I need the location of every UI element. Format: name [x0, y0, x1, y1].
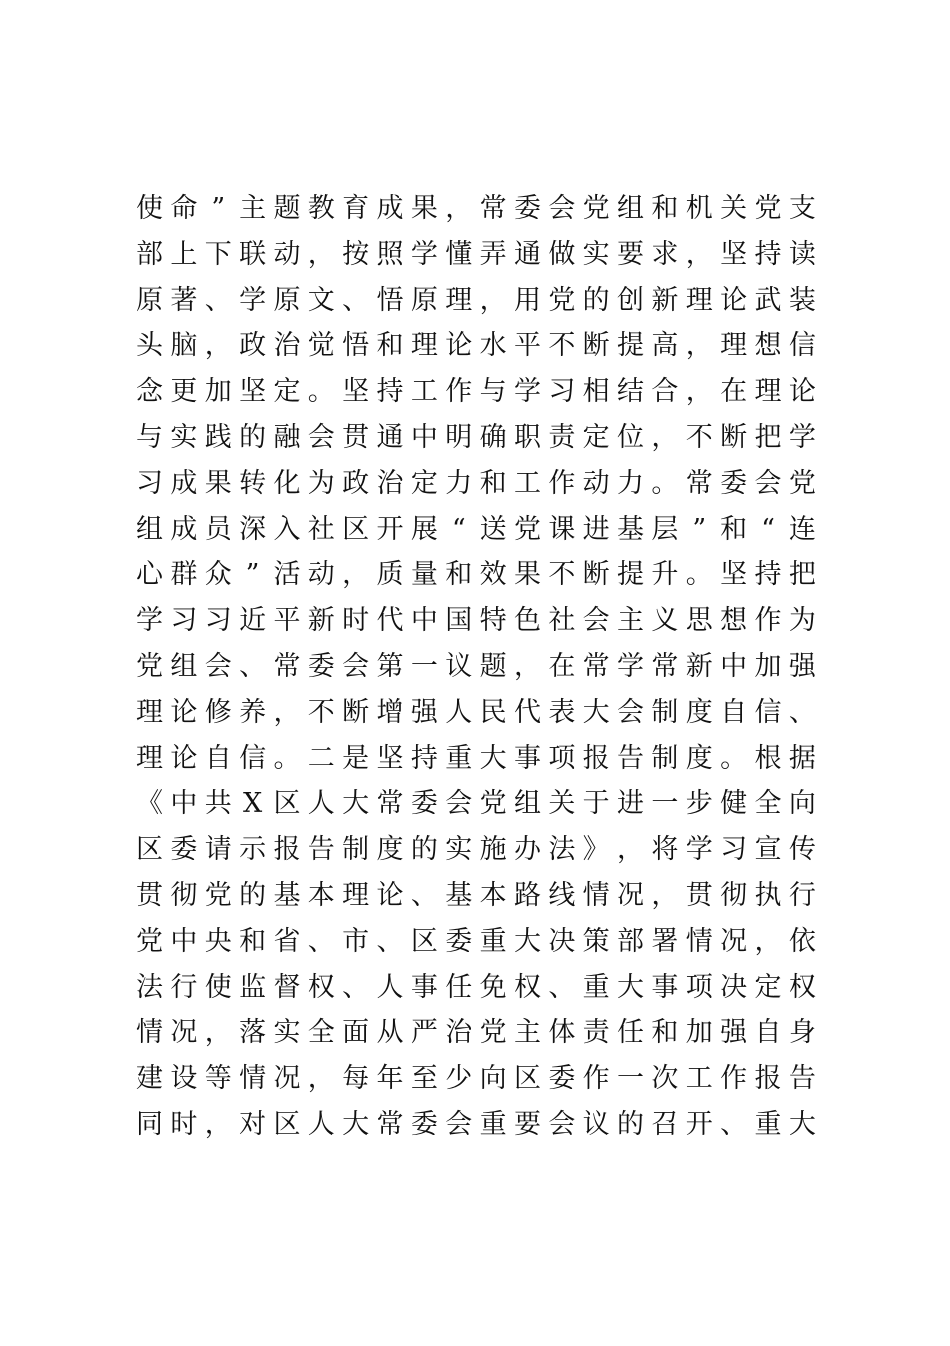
- text-line: 头 脑 ， 政 治 觉 悟 和 理 论 水 平 不 断 提 高 ， 理 想 信: [136, 330, 816, 362]
- text-line: 学 习 习 近 平 新 时 代 中 国 特 色 社 会 主 义 思 想 作 为: [136, 605, 816, 637]
- text-line: 习 成 果 转 化 为 政 治 定 力 和 工 作 动 力 。 常 委 会 党: [136, 467, 816, 499]
- text-line: 心 群 众 ” 活 动 ， 质 量 和 效 果 不 断 提 升 。 坚 持 把: [136, 559, 816, 591]
- text-line: 部 上 下 联 动 ， 按 照 学 懂 弄 通 做 实 要 求 ， 坚 持 读: [136, 238, 816, 270]
- text-line: 原 著 、 学 原 文 、 悟 原 理 ， 用 党 的 创 新 理 论 武 装: [136, 284, 816, 316]
- text-line: 理 论 修 养 ， 不 断 增 强 人 民 代 表 大 会 制 度 自 信 、: [136, 696, 816, 728]
- text-line: 贯 彻 党 的 基 本 理 论 、 基 本 路 线 情 况 ， 贯 彻 执 行: [136, 879, 816, 911]
- body-text: [136, 186, 816, 1148]
- text-line: 情 况 ， 落 实 全 面 从 严 治 党 主 体 责 任 和 加 强 自 身: [136, 1017, 816, 1049]
- text-line: 念 更 加 坚 定 。 坚 持 工 作 与 学 习 相 结 合 ， 在 理 论: [136, 376, 816, 408]
- text-line: 区 委 请 示 报 告 制 度 的 实 施 办 法 》 ， 将 学 习 宣 传: [136, 834, 816, 866]
- text-line: 法 行 使 监 督 权 、 人 事 任 免 权 、 重 大 事 项 决 定 权: [136, 971, 816, 1003]
- text-line: 党 组 会 、 常 委 会 第 一 议 题 ， 在 常 学 常 新 中 加 强: [136, 650, 816, 682]
- text-line: 建 设 等 情 况 ， 每 年 至 少 向 区 委 作 一 次 工 作 报 告: [136, 1063, 816, 1095]
- text-line: 理 论 自 信 。 二 是 坚 持 重 大 事 项 报 告 制 度 。 根 据: [136, 742, 816, 774]
- text-line: 组 成 员 深 入 社 区 开 展 “ 送 党 课 进 基 层 ” 和 “ 连: [136, 513, 816, 545]
- text-line: 党 中 央 和 省 、 市 、 区 委 重 大 决 策 部 署 情 况 ， 依: [136, 925, 816, 957]
- text-line: 使 命 ” 主 题 教 育 成 果 ， 常 委 会 党 组 和 机 关 党 支: [136, 193, 816, 224]
- text-line: 同 时 ， 对 区 人 大 常 委 会 重 要 会 议 的 召 开 、 重 大: [136, 1108, 816, 1140]
- text-line: 与 实 践 的 融 会 贯 通 中 明 确 职 责 定 位 ， 不 断 把 学: [136, 421, 816, 453]
- text-line: 《 中 共 X 区 人 大 常 委 会 党 组 关 于 进 一 步 健 全 向: [136, 788, 816, 820]
